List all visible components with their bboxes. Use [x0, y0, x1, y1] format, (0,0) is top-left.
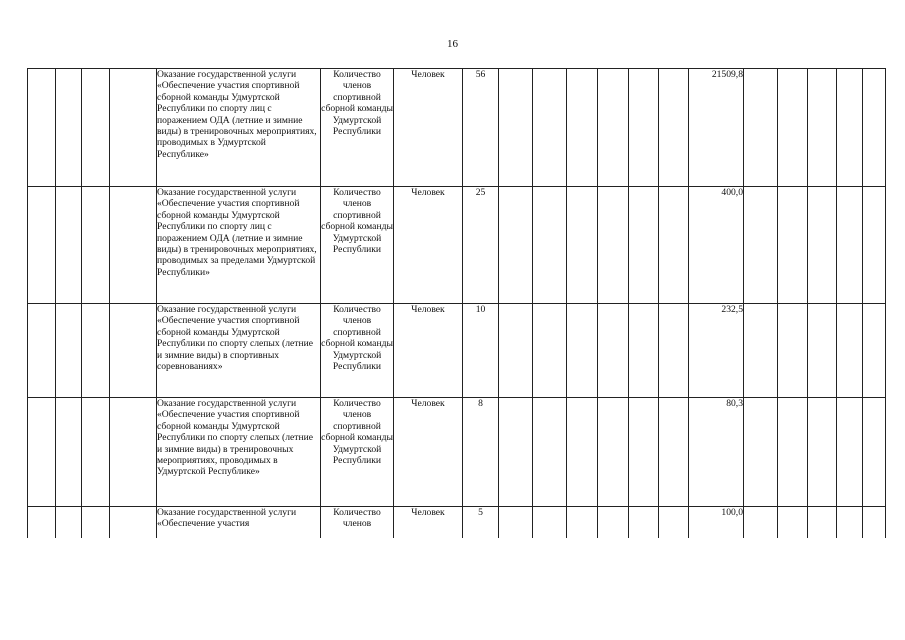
service-name-cell: Оказание государственной услуги «Обеспечение участия спортивной сборной команды Удмуртской Республики по спорту лиц с поражением ОДА (летние и зимние виды) в тренировочных мероприятиях, проводимых за пределами Удмуртской Республики»	[157, 187, 321, 304]
indicator-cell: Количество членов спортивной сборной команды Удмуртской Республики	[321, 187, 394, 304]
indicator-cell: Количество членов спортивной сборной команды Удмуртской Республики	[321, 304, 394, 398]
cost-cell: 21509,8	[689, 69, 744, 187]
quantity-cell: 25	[463, 187, 499, 304]
quantity-cell: 8	[463, 398, 499, 507]
indicator-cell: Количество членов спортивной сборной команды Удмуртской Республики	[321, 398, 394, 507]
unit-cell: Человек	[394, 304, 463, 398]
table-row	[28, 398, 886, 507]
unit-cell: Человек	[394, 187, 463, 304]
table-row	[28, 69, 886, 187]
service-name-cell: Оказание государственной услуги «Обеспечение участия спортивной сборной команды Удмуртской Республики по спорту слепых (летние и зимние виды) в тренировочных мероприятиях, проводимых в Удмуртской Республике»	[157, 398, 321, 507]
unit-cell: Человек	[394, 69, 463, 187]
table-row	[28, 507, 886, 539]
cost-cell: 80,3	[689, 398, 744, 507]
quantity-cell: 10	[463, 304, 499, 398]
services-table	[27, 68, 886, 538]
table-row	[28, 304, 886, 398]
cost-cell: 232,5	[689, 304, 744, 398]
page-number: 16	[447, 38, 458, 50]
quantity-cell: 56	[463, 69, 499, 187]
indicator-cell: Количество членов	[321, 507, 394, 539]
quantity-cell: 5	[463, 507, 499, 539]
cost-cell: 100,0	[689, 507, 744, 539]
indicator-cell: Количество членов спортивной сборной команды Удмуртской Республики	[321, 69, 394, 187]
service-name-cell: Оказание государственной услуги «Обеспечение участия спортивной сборной команды Удмуртской Республики по спорту лиц с поражением ОДА (летние и зимние виды) в тренировочных мероприятиях, проводимых в Удмуртской Республике»	[157, 69, 321, 187]
cost-cell: 400,0	[689, 187, 744, 304]
service-name-cell: Оказание государственной услуги «Обеспечение участия спортивной сборной команды Удмуртской Республики по спорту слепых (летние и зимние виды) в спортивных соревнованиях»	[157, 304, 321, 398]
table-row	[28, 187, 886, 304]
unit-cell: Человек	[394, 507, 463, 539]
service-name-cell: Оказание государственной услуги «Обеспечение участия	[157, 507, 321, 539]
unit-cell: Человек	[394, 398, 463, 507]
